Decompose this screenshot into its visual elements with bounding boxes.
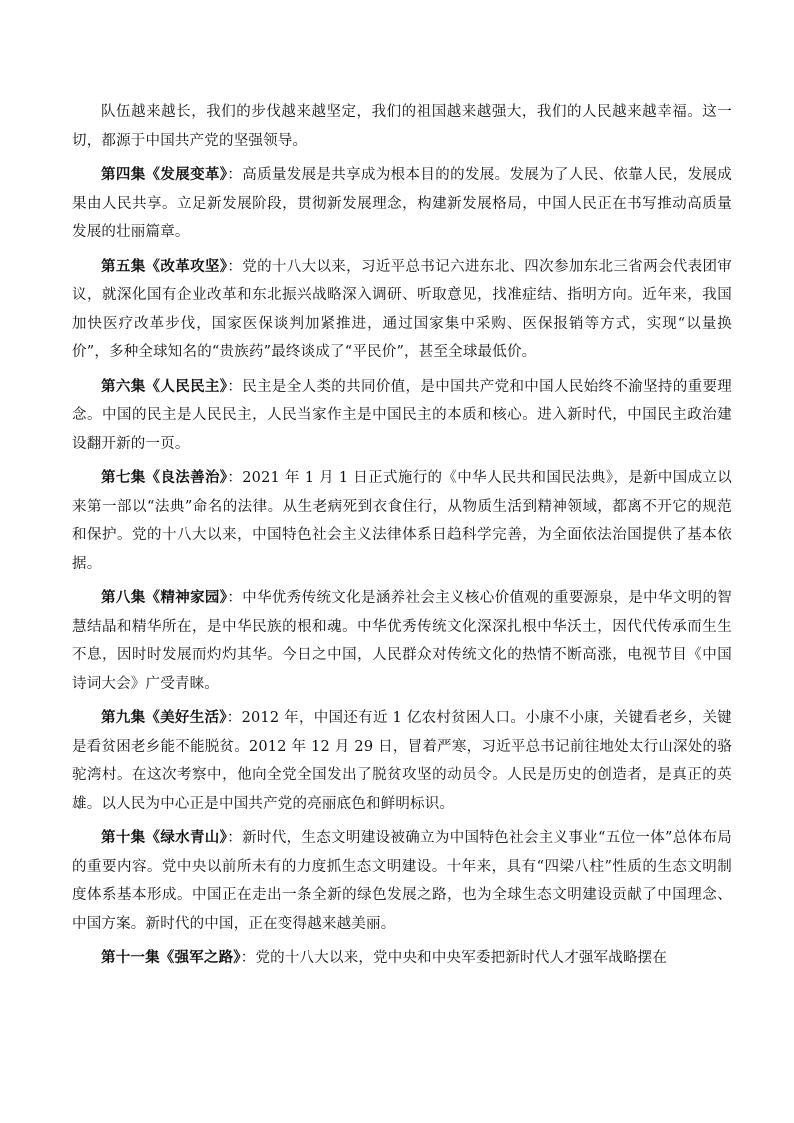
episode-heading: 第四集《发展变革》 xyxy=(101,166,228,183)
paragraph-text: ：2012 年，中国还有近 1 亿农村贫困人口。小康不小康，关键看老乡，关键是看贫困老乡能不能脱贫。2012 年 12 月 29 日，冒着严寒，习近平总书记前往地处太行山深处的骆驼湾村。在这次考察中，他向全党全国发出了脱贫攻坚的动员令。人民是历史的创造者，是真正的英雄。以人民为中心正是中国共产党的亮丽底色和鲜明标识。 xyxy=(72,710,732,812)
paragraph-text: ：2021 年 1 月 1 日正式施行的《中华人民共和国民法典》，是新中国成立以来第一部以“法典”命名的法律。从生老病死到衣食住行，从物质生活到精神领域，都离不开它的规范和保护。党的十八大以来，中国特色社会主义法律体系日趋科学完善，为全面依法治国提供了基本依据。 xyxy=(72,470,732,572)
paragraph-text: ：民主是全人类的共同价值，是中国共产党和中国人民始终不渝坚持的重要理念。中国的民主是人民民主，人民当家作主是中国民主的本质和核心。进入新时代，中国民主政治建设翻开新的一页。 xyxy=(72,378,732,452)
paragraph-episode-9 xyxy=(72,704,732,818)
paragraph-intro xyxy=(72,98,732,155)
paragraph-episode-10 xyxy=(72,824,732,938)
paragraph-text: ：高质量发展是共享成为根本目的的发展。发展为了人民、依靠人民，发展成果由人民共享。立足新发展阶段，贯彻新发展理念，构建新发展格局，中国人民正在书写推动高质量发展的壮丽篇章。 xyxy=(72,167,732,240)
paragraph-episode-7 xyxy=(72,464,732,578)
paragraph-episode-8 xyxy=(72,584,732,698)
episode-heading: 第九集《美好生活》 xyxy=(101,709,227,726)
episode-heading: 第七集《良法善治》 xyxy=(101,469,228,486)
paragraph-text: ：新时代，生态文明建设被确立为中国特色社会主义事业“五位一体”总体布局的重要内容。党中央以前所未有的力度抓生态文明建设。十年来，具有“四梁八柱”性质的生态文明制度体系基本形成。中国正在走出一条全新的绿色发展之路，也为全球生态文明建设贡献了中国理念、中国方案。新时代的中国，正在变得越来越美丽。 xyxy=(72,830,732,932)
episode-heading: 第五集《改革攻坚》 xyxy=(101,257,228,275)
paragraph-episode-5 xyxy=(72,253,732,367)
episode-heading: 第十一集《强军之路》 xyxy=(101,949,241,966)
paragraph-text: 队伍越来越长，我们的步伐越来越坚定，我们的祖国越来越强大，我们的人民越来越幸福。这一切，都源于中国共产党的坚强领导。 xyxy=(72,104,732,149)
paragraph-text: ：党的十八大以来，习近平总书记六进东北、四次参加东北三省两会代表团审议，就深化国有企业改革和东北振兴战略深入调研、听取意见，找准症结、指明方向。近年来，我国加快医疗改革步伐，国家医保谈判加紧推进，通过国家集中采购、医保报销等方式，实现“以量换价”，多种全球知名的“贵族药”最终谈成了“平民价”，甚至全球最低价。 xyxy=(72,258,732,360)
paragraph-episode-4 xyxy=(72,161,732,247)
document-body xyxy=(72,98,732,979)
paragraph-episode-6 xyxy=(72,373,732,459)
episode-heading: 第八集《精神家园》 xyxy=(101,589,228,606)
paragraph-episode-11 xyxy=(72,944,732,973)
paragraph-text: ：党的十八大以来，党中央和中央军委把新时代人才强军战略摆在 xyxy=(240,950,668,966)
episode-heading: 第六集《人民民主》 xyxy=(101,377,228,395)
paragraph-text: ：中华优秀传统文化是涵养社会主义核心价值观的重要源泉，是中华文明的智慧结晶和精华所在，是中华民族的根和魂。中华优秀传统文化深深扎根中华沃土，因代代传承而生生不息，因时时发展而灼灼其华。今日之中国，人民群众对传统文化的热情不断高涨，电视节目《中国诗词大会》广受青睐。 xyxy=(72,590,732,692)
episode-heading: 第十集《绿水青山》 xyxy=(101,829,228,846)
